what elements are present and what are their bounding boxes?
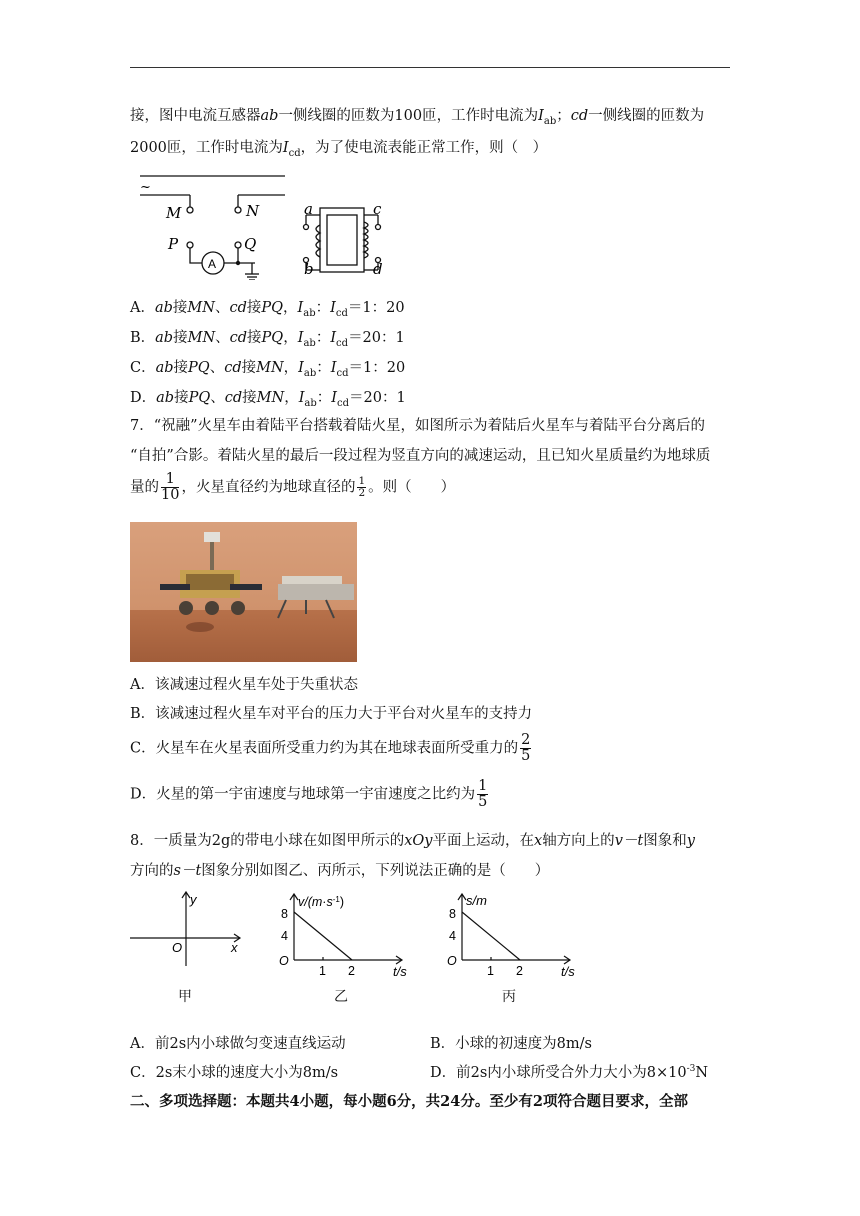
- terminal-P: P: [168, 235, 179, 253]
- terminal-N: N: [246, 202, 260, 220]
- terminal-Q: Q: [244, 235, 257, 253]
- fig-bing-xtick-1: 1: [487, 964, 494, 978]
- fig-bing-x-label: t/s: [561, 964, 575, 979]
- q8-stem-line1: 8．一质量为2g的带电小球在如图甲所示的xOy平面上运动，在x轴方向上的v－t图象和y: [130, 833, 695, 849]
- q6-option-a[interactable]: A．ab接MN、cd接PQ，$I_{ab}$：$I_{cd}=1$：20: [130, 300, 405, 319]
- fig-bing-xtick-2: 2: [516, 964, 523, 978]
- figure-jia-caption: 甲: [178, 989, 192, 1005]
- q7-option-b[interactable]: B．该减速过程火星车对平台的压力大于平台对火星车的支持力: [130, 706, 533, 722]
- q6-option-d[interactable]: D．ab接PQ、cd接MN，$I_{ab}$：$I_{cd}=20$：1: [130, 390, 406, 409]
- fig-jia-origin: O: [172, 940, 183, 955]
- fig-bing-ytick-8: 8: [449, 907, 456, 921]
- q7-stem-line2: “自拍”合影。着陆火星的最后一段过程为竖直方向的减速运动，且已知火星质量约为地球质: [130, 448, 711, 464]
- fig-yi-ytick-4: 4: [281, 929, 288, 943]
- header-rule: [130, 67, 730, 68]
- circuit-diagram: [130, 170, 400, 280]
- q8-option-a[interactable]: A．前2s内小球做匀变速直线运动: [130, 1036, 346, 1052]
- fig-jia-y-label: y: [190, 892, 197, 907]
- terminal-c: c: [373, 200, 382, 218]
- fig-bing-origin: O: [447, 954, 457, 968]
- q6-stem-line1: 接，图中电流互感器ab一侧线圈的匝数为100匝，工作时电流为$I_{ab}$；cd一侧线圈的匝数为: [130, 108, 705, 127]
- figure-jia-axes: [128, 888, 248, 968]
- terminal-M: M: [166, 204, 182, 222]
- ammeter-icon: A: [208, 257, 217, 271]
- fig-yi-x-label: t/s: [393, 964, 407, 979]
- q8-stem-line2: 方向的s－t图象分别如图乙、丙所示，下列说法正确的是（ ）: [130, 863, 550, 879]
- fig-yi-xtick-1: 1: [319, 964, 326, 978]
- mars-rover-selfie-photo: [130, 522, 357, 662]
- terminal-b: b: [304, 260, 314, 278]
- figure-bing-caption: 丙: [502, 989, 516, 1005]
- terminal-a: a: [304, 200, 313, 218]
- q7-stem-line1: 7．“祝融”火星车由着陆平台搭载着陆火星，如图所示为着陆后火星车与着陆平台分离后的: [130, 418, 706, 434]
- q8-option-b[interactable]: B．小球的初速度为8m/s: [430, 1036, 592, 1052]
- ac-symbol: ~: [140, 180, 151, 195]
- figure-yi-vt-graph: [276, 888, 416, 980]
- q6-stem-line2: 2000匝，工作时电流为$I_{cd}$，为了使电流表能正常工作，则（ ）: [130, 140, 548, 159]
- q6-option-b[interactable]: B．ab接MN、cd接PQ，$I_{ab}$：$I_{cd}=20$：1: [130, 330, 405, 349]
- figure-yi-caption: 乙: [334, 989, 348, 1005]
- section-two-heading: 二、多项选择题：本题共4小题，每小题6分，共24分。至少有2项符合题目要求，全部: [130, 1093, 688, 1110]
- fig-yi-y-label: $v/(m\cdot s^{-1})$: [298, 895, 345, 909]
- fig-yi-xtick-2: 2: [348, 964, 355, 978]
- fig-yi-ytick-8: 8: [281, 907, 288, 921]
- terminal-d: d: [373, 260, 383, 278]
- q6-option-c[interactable]: C．ab接PQ、cd接MN，$I_{ab}$：$I_{cd}=1$：20: [130, 360, 406, 379]
- fraction-one-fifth: $\frac{1}{5}$: [478, 778, 488, 811]
- q8-option-d[interactable]: D．前2s内小球所受合外力大小为$8\times 10^{-3}N$: [430, 1064, 709, 1081]
- q7-option-c[interactable]: C．火星车在火星表面所受重力约为其在地球表面所受重力的 $\frac{2}{5}$: [130, 732, 531, 765]
- fig-bing-ytick-4: 4: [449, 929, 456, 943]
- fraction-one-half: $\frac{1}{2}$: [358, 475, 366, 500]
- fraction-one-tenth: $\frac{1}{10}$: [161, 471, 180, 504]
- q7-option-d[interactable]: D．火星的第一宇宙速度与地球第一宇宙速度之比约为 $\frac{1}{5}$: [130, 778, 488, 811]
- q7-stem-line3: 量的 $\frac{1}{10}$ ，火星直径约为地球直径的 $\frac{1}{2}$ 。则（ ）: [130, 471, 456, 504]
- fraction-two-fifths: $\frac{2}{5}$: [521, 732, 531, 765]
- q8-option-c[interactable]: C．2s末小球的速度大小为8m/s: [130, 1065, 339, 1081]
- fig-jia-x-label: x: [231, 940, 238, 955]
- fig-bing-y-label: s/m: [466, 893, 487, 908]
- fig-yi-origin: O: [279, 954, 289, 968]
- figure-bing-st-graph: [444, 888, 584, 980]
- q7-option-a[interactable]: A．该减速过程火星车处于失重状态: [130, 677, 358, 693]
